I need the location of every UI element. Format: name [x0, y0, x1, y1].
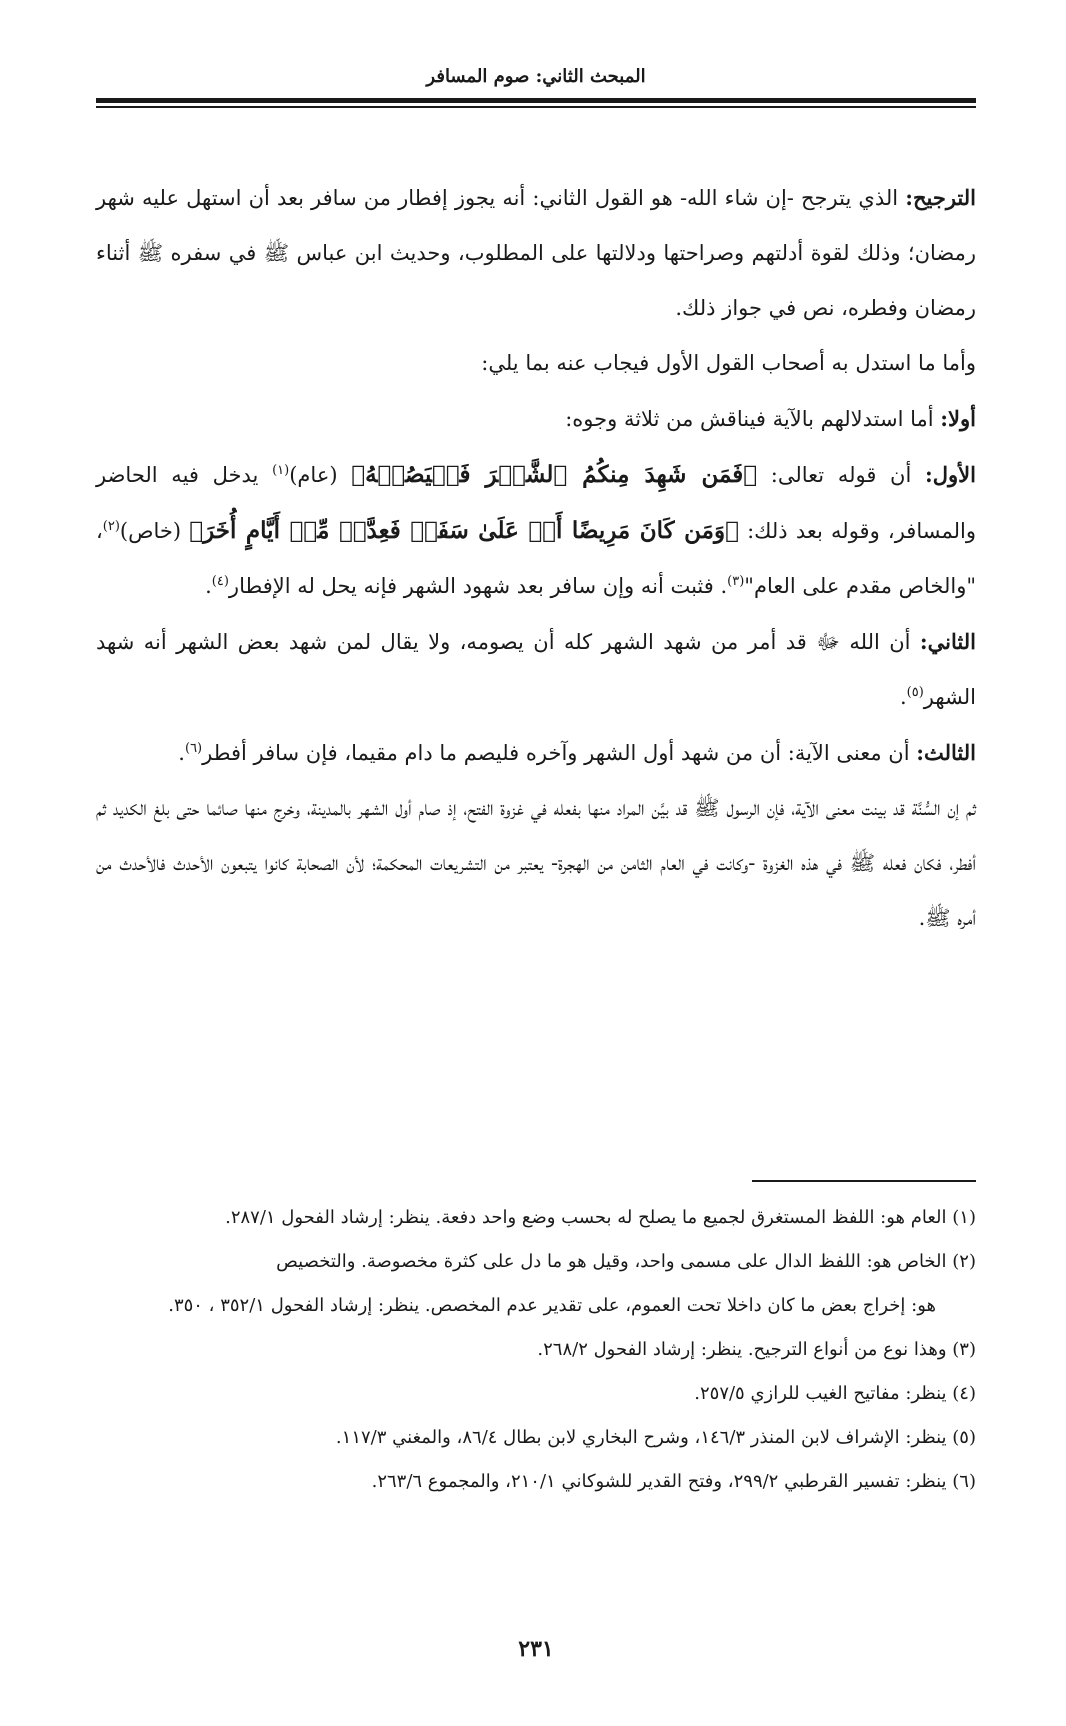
paragraph-first-point [96, 391, 976, 447]
paragraph-text: أن الله ﷻ قد أمر من شهد الشهر كله أن يصومه، ولا يقال لمن شهد بعض الشهر أنه شهد الشهر [96, 630, 976, 709]
header-rule-thin [96, 106, 976, 108]
footnote-item: (٣) وهذا نوع من أنواع الترجيح. ينظر: إرشاد الفحول ٢٦٨/٢. [537, 1339, 976, 1360]
paragraph-text: ثم إن السُّنَّة قد بينت معنى الآية، فإن الرسول ﷺ قد بيَّن المراد منها بفعله في غزوة الفتح، إذ صام أول الشهر بالمدينة، وخرج منها صائما حتى بلغ الكديد ثم أفطر، فكان فعله ﷺ في هذه الغزوة -وكانت في العام الثامن من الهجرة- يعتبر من التشريعات المحكمة؛ لأن الصحابة كانوا يتبعون الأحدث فالأحدث من أمره ﷺ. [96, 796, 976, 930]
footnotes [96, 1196, 976, 1504]
footnote-continuation: هو: إخراج بعض ما كان داخلا تحت العموم، على تقدير عدم المخصص. ينظر: إرشاد الفحول ٣٥٢/١ ، ٣٥٠. [168, 1295, 936, 1316]
footnote-ref[interactable]: (٣) [727, 574, 745, 589]
paragraph-text: . [899, 685, 907, 709]
paragraph-text: . [178, 741, 185, 765]
paragraph-text: . فثبت أنه وإن سافر بعد شهود الشهر فإنه يحل له الإفطار [228, 574, 728, 598]
footnote-ref[interactable]: (١) [272, 463, 290, 478]
paragraph-aspect-two [96, 614, 976, 725]
footnote-item: (٢) الخاص هو: اللفظ الدال على مسمى واحد، وقيل هو ما دل على كثرة مخصوصة. والتخصيص [276, 1251, 976, 1272]
paragraph-text: . [205, 574, 212, 598]
footnote-ref[interactable]: (٥) [906, 685, 924, 700]
quran-verse: ﴿فَمَن شَهِدَ مِنكُمُ ٱلشَّهۡرَ فَلۡيَصُمۡهُ﴾ [351, 461, 758, 488]
paragraph-lead: الثاني: [919, 629, 976, 654]
paragraph-text: (عام) [289, 463, 352, 487]
paragraph-response-intro [96, 336, 976, 391]
running-header: المبحث الثاني: صوم المسافر [426, 66, 646, 87]
paragraph-lead: الترجيح: [905, 185, 976, 210]
footnote-separator [752, 1180, 976, 1182]
paragraph-tarjih [96, 170, 976, 336]
header-rule [96, 98, 976, 103]
main-text [96, 170, 976, 946]
paragraph-text: أن معنى الآية: أن من شهد أول الشهر وآخره فليصم ما دام مقيما، فإن سافر أفطر [202, 741, 917, 765]
footnote-ref[interactable]: (٢) [102, 519, 120, 534]
paragraph-aspect-one [96, 447, 976, 614]
paragraph-text: الذي يترجح -إن شاء الله- هو القول الثاني: أنه يجوز إفطار من سافر بعد أن استهل عليه شهر رمضان؛ وذلك لقوة أدلتهم وصراحتها ودلالتها على المطلوب، وحديث ابن عباس ﷺ في سفره ﷺ أثناء رمضان وفطره، نص في جواز ذلك. [96, 186, 976, 320]
paragraph-sunnah [96, 781, 976, 946]
footnote-item: (٦) ينظر: تفسير القرطبي ٢٩٩/٢، وفتح القدير للشوكاني ٢١٠/١، والمجموع ٢٦٣/٦. [371, 1471, 976, 1492]
paragraph-text: أن قوله تعالى: [757, 463, 926, 487]
footnote-item: (١) العام هو: اللفظ المستغرق لجميع ما يصلح له بحسب وضع واحد دفعة. ينظر: إرشاد الفحول ٢٨٧/١. [225, 1207, 976, 1228]
paragraph-lead: أولا: [940, 406, 976, 431]
footnote-ref[interactable]: (٦) [184, 741, 203, 756]
paragraph-text: (خاص) [119, 519, 190, 543]
page-number: ٢٣١ [518, 1636, 554, 1662]
paragraph-text: ، "والخاص مقدم على العام" [96, 519, 976, 598]
paragraph-text: أما استدلالهم بالآية فيناقش من ثلاثة وجوه: [565, 407, 941, 431]
quran-verse: ﴿وَمَن كَانَ مَرِيضًا أَوۡ عَلَىٰ سَفَرٖ فَعِدَّةٞ مِّنۡ أَيَّامٍ أُخَرَ﴾ [189, 517, 739, 544]
paragraph-text: يدخل فيه الحاضر والمسافر، وقوله بعد ذلك: [96, 463, 976, 543]
paragraph-text: وأما ما استدل به أصحاب القول الأول فيجاب عنه بما يلي: [481, 351, 976, 375]
footnote-item: (٤) ينظر: مفاتيح الغيب للرازي ٢٥٧/٥. [694, 1383, 976, 1404]
paragraph-lead: الثالث: [916, 740, 976, 765]
footnote-item: (٥) ينظر: الإشراف لابن المنذر ١٤٦/٣، وشرح البخاري لابن بطال ٨٦/٤، والمغني ١١٧/٣. [335, 1427, 976, 1448]
paragraph-lead: الأول: [925, 462, 976, 487]
footnote-ref[interactable]: (٤) [211, 574, 229, 589]
paragraph-aspect-three [96, 725, 976, 781]
